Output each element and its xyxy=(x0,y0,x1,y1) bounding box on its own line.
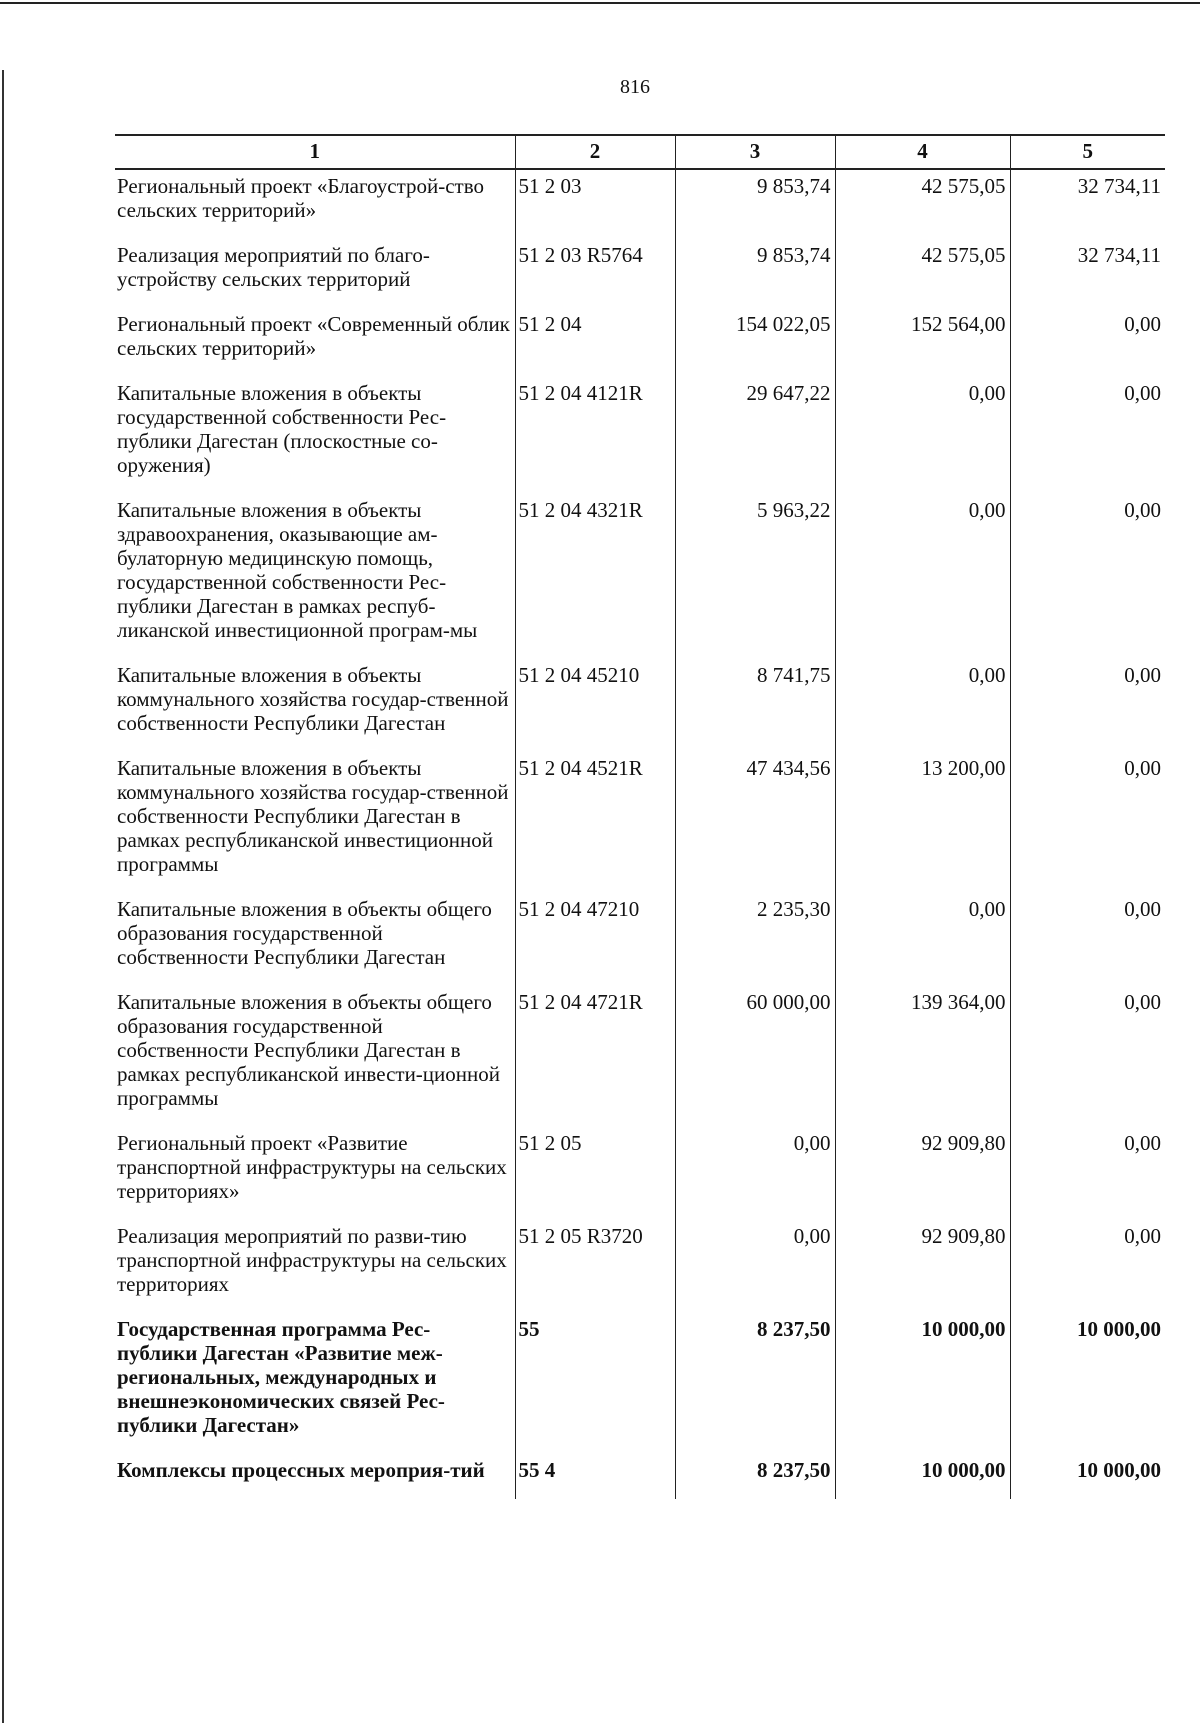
table-row xyxy=(115,986,1165,1127)
row-value-col3: 8 237,50 xyxy=(675,1313,835,1454)
row-name-cell: Государственная программа Рес-публики Дагестан «Развитие меж-региональных, международных и внешнеэкономических связей Рес-публики Дагестан» xyxy=(117,1317,445,1437)
table-body xyxy=(115,169,1165,1499)
row-code-cell: 51 2 03 R5764 xyxy=(515,239,675,308)
row-code-cell: 51 2 05 R3720 xyxy=(515,1220,675,1313)
header-row xyxy=(115,135,1165,169)
table-row xyxy=(115,893,1165,986)
row-value-col4: 42 575,05 xyxy=(835,239,1010,308)
row-code-cell: 51 2 04 4121R xyxy=(515,377,675,494)
budget-table xyxy=(115,134,1165,1499)
row-code-cell: 55 xyxy=(515,1313,675,1454)
table-row xyxy=(115,308,1165,377)
row-value-col5: 0,00 xyxy=(1010,308,1165,377)
row-name-cell: Капитальные вложения в объекты коммунального хозяйства государ-ственной собственности Республики Дагестан xyxy=(117,663,509,735)
header-col-5: 5 xyxy=(1010,135,1165,169)
row-value-col4: 42 575,05 xyxy=(835,169,1010,239)
row-value-col4: 0,00 xyxy=(835,659,1010,752)
row-code-cell: 51 2 04 4521R xyxy=(515,752,675,893)
row-code-cell: 51 2 03 xyxy=(515,169,675,239)
table-row xyxy=(115,1220,1165,1313)
row-value-col5: 0,00 xyxy=(1010,494,1165,659)
table-row xyxy=(115,377,1165,494)
row-value-col4: 10 000,00 xyxy=(835,1313,1010,1454)
row-code-cell: 51 2 04 47210 xyxy=(515,893,675,986)
row-name-cell: Региональный проект «Развитие транспортной инфраструктуры на сельских территориях» xyxy=(117,1131,507,1203)
row-value-col3: 9 853,74 xyxy=(675,169,835,239)
header-col-1: 1 xyxy=(115,135,515,169)
row-value-col5: 0,00 xyxy=(1010,659,1165,752)
row-value-col3: 2 235,30 xyxy=(675,893,835,986)
left-border-line xyxy=(2,70,4,1723)
row-value-col3: 154 022,05 xyxy=(675,308,835,377)
row-value-col5: 32 734,11 xyxy=(1010,239,1165,308)
row-value-col5: 10 000,00 xyxy=(1010,1454,1165,1499)
header-col-3: 3 xyxy=(675,135,835,169)
row-value-col3: 0,00 xyxy=(675,1127,835,1220)
row-value-col3: 0,00 xyxy=(675,1220,835,1313)
row-value-col4: 13 200,00 xyxy=(835,752,1010,893)
row-value-col5: 0,00 xyxy=(1010,893,1165,986)
row-value-col3: 9 853,74 xyxy=(675,239,835,308)
row-value-col3: 60 000,00 xyxy=(675,986,835,1127)
table-row xyxy=(115,1313,1165,1454)
table-row xyxy=(115,1454,1165,1499)
row-value-col5: 0,00 xyxy=(1010,1127,1165,1220)
table-row xyxy=(115,494,1165,659)
page-number: 816 xyxy=(620,76,650,98)
row-name-cell: Комплексы процессных мероприя-тий xyxy=(117,1458,485,1482)
row-value-col3: 47 434,56 xyxy=(675,752,835,893)
row-code-cell: 51 2 05 xyxy=(515,1127,675,1220)
row-name-cell: Капитальные вложения в объекты общего образования государственной собственности Республики Дагестан xyxy=(117,897,492,969)
row-name-cell: Капитальные вложения в объекты общего образования государственной собственности Республики Дагестан в рамках республиканской инвести-ционной программы xyxy=(117,990,500,1110)
row-name-cell: Капитальные вложения в объекты здравоохранения, оказывающие ам-булаторную медицинскую помощь, государственной собственности Рес-публики Дагестан в рамках респуб-ликанской инвестиционной програм-мы xyxy=(117,498,478,642)
row-name-cell: Региональный проект «Современный облик сельских территорий» xyxy=(117,312,510,360)
row-name-cell: Региональный проект «Благоустрой-ство сельских территорий» xyxy=(117,174,485,222)
row-value-col5: 0,00 xyxy=(1010,752,1165,893)
row-code-cell: 51 2 04 4321R xyxy=(515,494,675,659)
top-border-line xyxy=(0,2,1200,4)
header-col-4: 4 xyxy=(835,135,1010,169)
row-value-col4: 92 909,80 xyxy=(835,1127,1010,1220)
row-value-col4: 0,00 xyxy=(835,893,1010,986)
row-code-cell: 55 4 xyxy=(515,1454,675,1499)
row-name-cell: Капитальные вложения в объекты коммунального хозяйства государ-ственной собственности Республики Дагестан в рамках республиканской инвестиционной программы xyxy=(117,756,509,876)
row-value-col5: 10 000,00 xyxy=(1010,1313,1165,1454)
row-value-col4: 10 000,00 xyxy=(835,1454,1010,1499)
table-row xyxy=(115,169,1165,239)
row-value-col4: 0,00 xyxy=(835,377,1010,494)
table-row xyxy=(115,239,1165,308)
row-value-col5: 32 734,11 xyxy=(1010,169,1165,239)
row-value-col4: 0,00 xyxy=(835,494,1010,659)
row-value-col5: 0,00 xyxy=(1010,1220,1165,1313)
row-value-col4: 152 564,00 xyxy=(835,308,1010,377)
table-row xyxy=(115,1127,1165,1220)
row-code-cell: 51 2 04 45210 xyxy=(515,659,675,752)
row-code-cell: 51 2 04 4721R xyxy=(515,986,675,1127)
row-value-col3: 29 647,22 xyxy=(675,377,835,494)
row-name-cell: Реализация мероприятий по благо-устройству сельских территорий xyxy=(117,243,430,291)
row-code-cell: 51 2 04 xyxy=(515,308,675,377)
row-value-col3: 8 741,75 xyxy=(675,659,835,752)
row-value-col5: 0,00 xyxy=(1010,377,1165,494)
row-value-col4: 92 909,80 xyxy=(835,1220,1010,1313)
row-name-cell: Реализация мероприятий по разви-тию транспортной инфраструктуры на сельских территориях xyxy=(117,1224,507,1296)
table-row xyxy=(115,659,1165,752)
row-value-col3: 5 963,22 xyxy=(675,494,835,659)
header-col-2: 2 xyxy=(515,135,675,169)
row-value-col4: 139 364,00 xyxy=(835,986,1010,1127)
row-value-col3: 8 237,50 xyxy=(675,1454,835,1499)
row-value-col5: 0,00 xyxy=(1010,986,1165,1127)
row-name-cell: Капитальные вложения в объекты государственной собственности Рес-публики Дагестан (плоскостные со-оружения) xyxy=(117,381,447,477)
table-row xyxy=(115,752,1165,893)
